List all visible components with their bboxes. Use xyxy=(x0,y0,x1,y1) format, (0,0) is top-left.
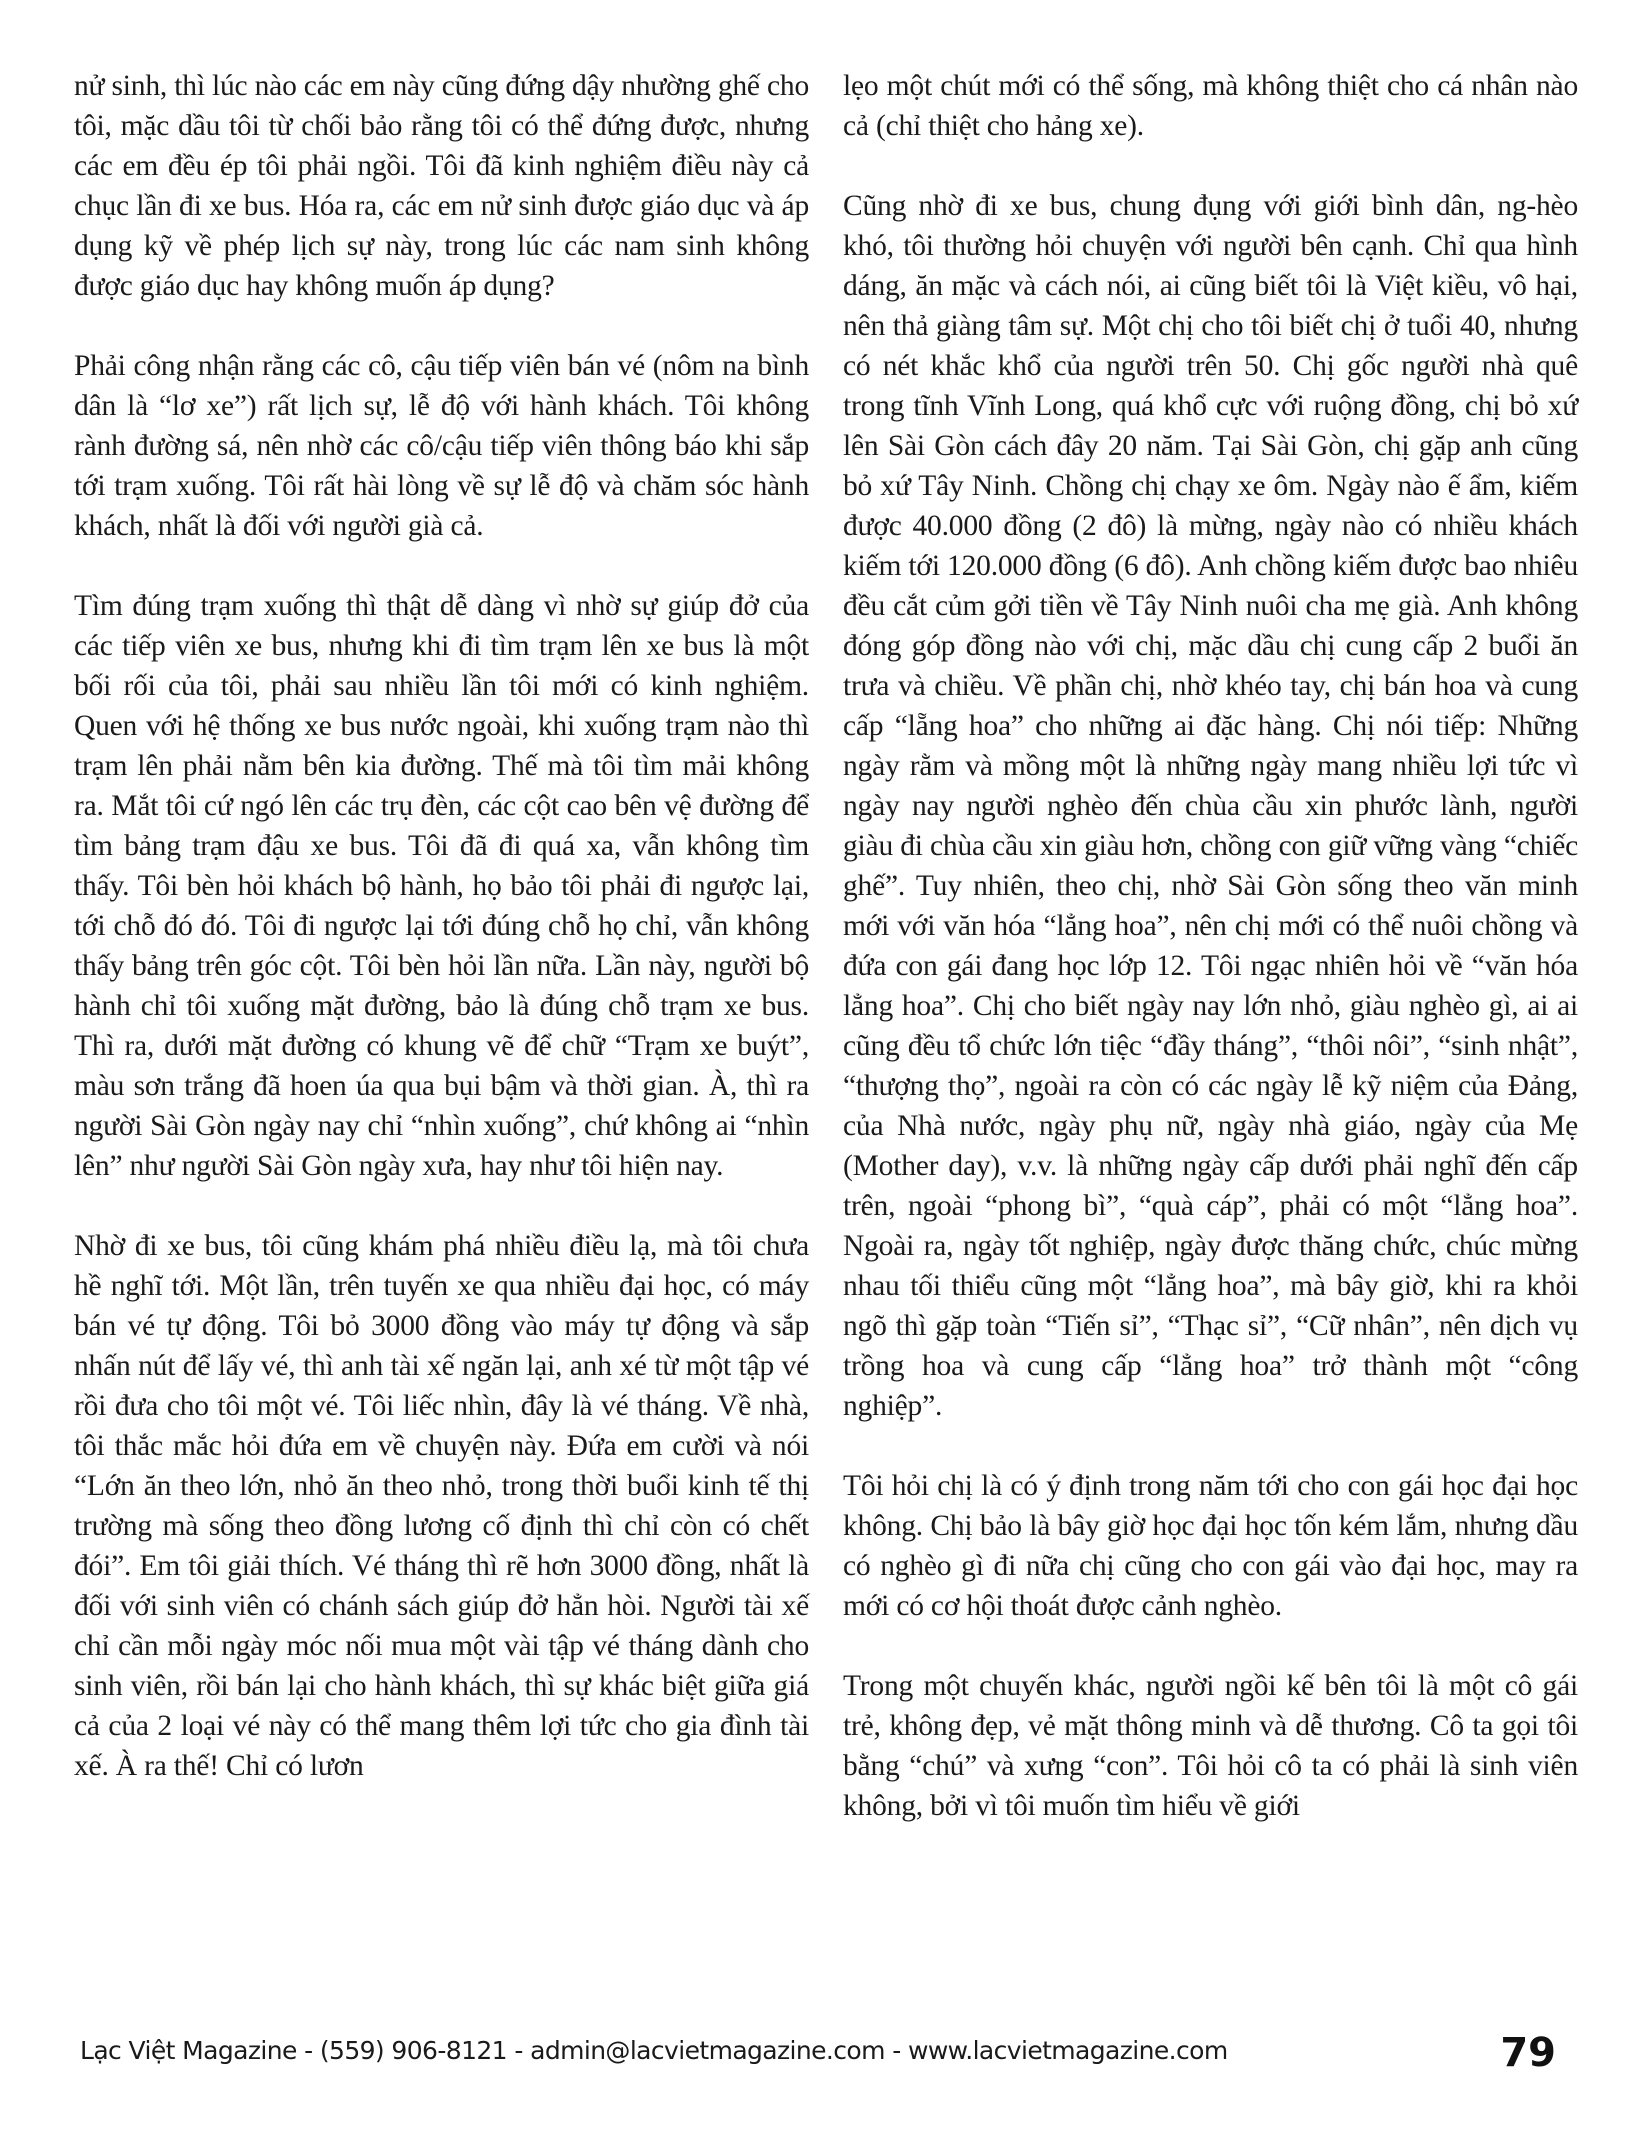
footer-contact-line: Lạc Việt Magazine - (559) 906-8121 - admin@lacvietmagazine.com - www.lacvietmagazine.com xyxy=(80,2036,1228,2065)
left-column xyxy=(74,66,809,1786)
page-footer xyxy=(80,2030,1570,2074)
paragraph: lẹo một chút mới có thể sống, mà không thiệt cho cá nhân nào cả (chỉ thiệt cho hảng xe). xyxy=(843,70,1578,142)
paragraph: Phải công nhận rằng các cô, cậu tiếp viên bán vé (nôm na bình dân là “lơ xe”) rất lịch sự, lễ độ với hành khách. Tôi không rành đường sá, nên nhờ các cô/cậu tiếp viên thông báo khi sắp tới trạm xuống. Tôi rất hài lòng về sự lễ độ và chăm sóc hành khách, nhất là đối với người già cả. xyxy=(74,350,809,542)
paragraph: nử sinh, thì lúc nào các em này cũng đứng dậy nhường ghế cho tôi, mặc dầu tôi từ chối bảo rằng tôi có thể đứng được, nhưng các em đều ép tôi phải ngồi. Tôi đã kinh nghiệm điều này cả chục lần đi xe bus. Hóa ra, các em nử sinh được giáo dục và áp dụng kỹ về phép lịch sự này, trong lúc các nam sinh không được giáo dục hay không muốn áp dụng? xyxy=(74,70,809,302)
page-number: 79 xyxy=(1500,2030,1556,2076)
paragraph: Nhờ đi xe bus, tôi cũng khám phá nhiều điều lạ, mà tôi chưa hề nghĩ tới. Một lần, trên tuyến xe qua nhiều đại học, có máy bán vé tự động. Tôi bỏ 3000 đồng vào máy tự động và sắp nhấn nút để lấy vé, thì anh tài xế ngăn lại, anh xé từ một tập vé rồi đưa cho tôi một vé. Tôi liếc nhìn, đây là vé tháng. Về nhà, tôi thắc mắc hỏi đứa em về chuyện này. Đứa em cười và nói “Lớn ăn theo lớn, nhỏ ăn theo nhỏ, trong thời buổi kinh tế thị trường mà sống theo đồng lương cố định thì chỉ còn có chết đói”. Em tôi giải thích. Vé tháng thì rẽ hơn 3000 đồng, nhất là đối với sinh viên có chánh sách giúp đở hẳn hòi. Người tài xế chỉ cần mỗi ngày móc nối mua một vài tập vé tháng dành cho sinh viên, rồi bán lại cho hành khách, thì sự khác biệt giữa giá cả của 2 loại vé này có thể mang thêm lợi tức cho gia đình tài xế. À ra thế! Chỉ có lươn xyxy=(74,1230,809,1782)
paragraph: Trong một chuyến khác, người ngồi kế bên tôi là một cô gái trẻ, không đẹp, vẻ mặt thông minh và dễ thương. Cô ta gọi tôi bằng “chú” và xưng “con”. Tôi hỏi cô ta có phải là sinh viên không, bởi vì tôi muốn tìm hiểu về giới xyxy=(843,1670,1578,1822)
right-column xyxy=(843,66,1578,1826)
paragraph: Tìm đúng trạm xuống thì thật dễ dàng vì nhờ sự giúp đở của các tiếp viên xe bus, nhưng khi đi tìm trạm lên xe bus là một bối rối của tôi, phải sau nhiều lần tôi mới có kinh nghiệm. Quen với hệ thống xe bus nước ngoài, khi xuống trạm nào thì trạm lên phải nằm bên kia đường. Thế mà tôi tìm mải không ra. Mắt tôi cứ ngó lên các trụ đèn, các cột cao bên vệ đường để tìm bảng trạm đậu xe bus. Tôi đã đi quá xa, vẫn không tìm thấy. Tôi bèn hỏi khách bộ hành, họ bảo tôi phải đi ngược lại, tới chỗ đó đó. Tôi đi ngược lại tới đúng chỗ họ chỉ, vẫn không thấy bảng trên góc cột. Tôi bèn hỏi lần nữa. Lần này, người bộ hành chỉ tôi xuống mặt đường, bảo là đúng chỗ trạm xe bus. Thì ra, dưới mặt đường có khung vẽ để chữ “Trạm xe buýt”, màu sơn trắng đã hoen úa qua bụi bậm và thời gian. À, thì ra người Sài Gòn ngày nay chỉ “nhìn xuống”, chứ không ai “nhìn lên” như người Sài Gòn ngày xưa, hay như tôi hiện nay. xyxy=(74,590,809,1182)
paragraph: Cũng nhờ đi xe bus, chung đụng với giới bình dân, ng-hèo khó, tôi thường hỏi chuyện với người bên cạnh. Chỉ qua hình dáng, ăn mặc và cách nói, ai cũng biết tôi là Việt kiều, vô hại, nên thả giàng tâm sự. Một chị cho tôi biết chị ở tuổi 40, nhưng có nét khắc khổ của người trên 50. Chị gốc người nhà quê trong tĩnh Vĩnh Long, quá khổ cực với ruộng đồng, chị bỏ xứ lên Sài Gòn cách đây 20 năm. Tại Sài Gòn, chị gặp anh cũng bỏ xứ Tây Ninh. Chồng chị chạy xe ôm. Ngày nào ế ẩm, kiếm được 40.000 đồng (2 đô) là mừng, ngày nào có nhiều khách kiếm tới 120.000 đồng (6 đô). Anh chồng kiếm được bao nhiêu đều cắt củm gởi tiền về Tây Ninh nuôi cha mẹ già. Anh không đóng góp đồng nào với chị, mặc dầu chị cung cấp 2 buổi ăn trưa và chiều. Về phần chị, nhờ khéo tay, chị bán hoa và cung cấp “lẵng hoa” cho những ai đặc hàng. Chị nói tiếp: Những ngày rằm và mồng một là những ngày mang nhiều lợi tức vì ngày nay người nghèo đến chùa cầu xin phước lành, người giàu đi chùa cầu xin giàu hơn, chồng con giữ vững vàng “chiếc ghế”. Tuy nhiên, theo chị, nhờ Sài Gòn sống theo văn minh mới với văn hóa “lẳng hoa”, nên chị mới có thể nuôi chồng và đứa con gái đang học lớp 12. Tôi ngạc nhiên hỏi về “văn hóa lẳng hoa”. Chị cho biết ngày nay lớn nhỏ, giàu nghèo gì, ai ai cũng đều tổ chức lớn tiệc “đầy tháng”, “thôi nôi”, “sinh nhật”, “thượng thọ”, ngoài ra còn có các ngày lễ kỹ niệm của Đảng, của Nhà nước, ngày phụ nữ, ngày nhà giáo, ngày của Mẹ (Mother day), v.v. là những ngày cấp dưới phải nghĩ đến cấp trên, ngoài “phong bì”, “quà cáp”, phải có một “lẳng hoa”. Ngoài ra, ngày tốt nghiệp, ngày được thăng chức, chúc mừng nhau tối thiểu cũng một “lẳng hoa”, mà bây giờ, khi ra khỏi ngõ thì gặp toàn “Tiến sỉ”, “Thạc sỉ”, “Cữ nhân”, nên dịch vụ trồng hoa và cung cấp “lẳng hoa” trở thành một “công nghiệp”. xyxy=(843,190,1578,1422)
paragraph: Tôi hỏi chị là có ý định trong năm tới cho con gái học đại học không. Chị bảo là bây giờ học đại học tốn kém lắm, nhưng dầu có nghèo gì đi nữa chị cũng cho con gái vào đại học, may ra mới có cơ hội thoát được cảnh nghèo. xyxy=(843,1470,1578,1622)
